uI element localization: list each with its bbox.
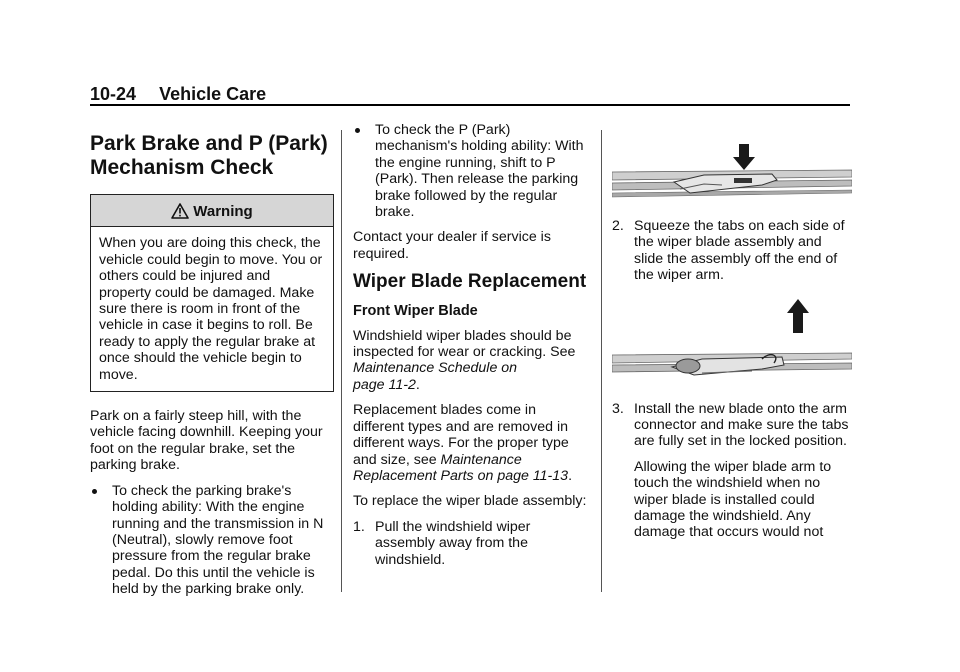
- replace-end: .: [568, 467, 573, 484]
- replacement-paragraph: [353, 402, 588, 484]
- heading-park-brake: Park Brake and P (Park) Mechanism Check: [90, 132, 328, 179]
- header-rule: [90, 104, 850, 106]
- running-header: [90, 84, 266, 105]
- arrow-up-icon: [787, 299, 809, 333]
- bullet-item: [90, 483, 334, 598]
- bullet-dot: [92, 489, 97, 494]
- page-number: 10-24: [90, 84, 137, 104]
- step-3-note: Allowing the wiper blade arm to touch the windshield when no wiper blade is installed could damage the windshield. Any damage that occurs would not: [634, 458, 832, 541]
- wiper-figure-pull-down: [612, 130, 852, 210]
- page-ref-link[interactable]: page 11-2: [353, 376, 416, 393]
- warning-header: [91, 195, 333, 227]
- replacement-parts-link[interactable]: Maintenance Replacement Parts on page 11-13: [353, 451, 569, 484]
- column-divider: [601, 130, 602, 592]
- column-divider: [341, 130, 342, 592]
- column-1: [90, 132, 334, 607]
- bullet-item: [353, 122, 588, 220]
- inspect-paragraph: [353, 328, 588, 394]
- to-replace-text: To replace the wiper blade assembly:: [353, 493, 587, 510]
- warning-triangle-icon: [171, 203, 189, 219]
- step-number: 3.: [612, 400, 624, 417]
- heading-wiper-blade: Wiper Blade Replacement: [353, 271, 587, 293]
- inspect-text: Windshield wiper blades should be inspected for wear or cracking. See: [353, 327, 576, 361]
- column-2: [353, 122, 588, 577]
- step-2: [612, 218, 852, 284]
- section-title: Vehicle Care: [159, 84, 267, 104]
- wiper-figure-slide-off: [612, 293, 852, 393]
- maintenance-schedule-link[interactable]: Maintenance Schedule on: [353, 360, 518, 377]
- subheading-front-wiper: Front Wiper Blade: [353, 303, 478, 320]
- warning-label: Warning: [193, 203, 253, 220]
- replace-text: Replacement blades come in different types and are removed in different ways. For the proper type and size, see: [353, 402, 569, 468]
- intro-paragraph: Park on a fairly steep hill, with the vehicle facing downhill. Keeping your foot on the regular brake, set the parking brake.: [90, 408, 323, 474]
- arrow-down-icon: [733, 144, 755, 170]
- warning-text: When you are doing this check, the vehicle could begin to move. You or others could be injured and property could be damaged. Make sure there is room in front of the vehicle in case it begins to roll. Be ready to apply the regular brake at once should the vehicle begin to move.: [99, 235, 323, 383]
- bullet-text-parking-brake: To check the parking brake's holding ability: With the engine running and the transmission in N (Neutral), slowly remove foot pressure from the regular brake pedal. Do this until the vehicle is held by the parking brake only.: [112, 482, 324, 598]
- step-text: Pull the windshield wiper assembly away from the windshield.: [375, 518, 531, 568]
- step-number: 1.: [353, 518, 365, 535]
- step-text: Install the new blade onto the arm connector and make sure the tabs are fully set in the locked position.: [634, 400, 849, 450]
- contact-dealer-text: Contact your dealer if service is required.: [353, 229, 551, 262]
- inspect-end: .: [415, 376, 420, 393]
- bullet-text-park-mechanism: To check the P (Park) mechanism's holding ability: With the engine running, shift to P (Park). Then release the parking brake followed by the regular brake.: [375, 122, 584, 221]
- step-3: [612, 401, 852, 450]
- step-number: 2.: [612, 218, 624, 234]
- step-1: [353, 519, 588, 568]
- column-3: [612, 130, 852, 550]
- bullet-dot: [355, 128, 360, 133]
- step-text: Squeeze the tabs on each side of the wiper blade assembly and slide the assembly off the end of the wiper arm.: [634, 218, 845, 284]
- warning-box: [90, 194, 334, 392]
